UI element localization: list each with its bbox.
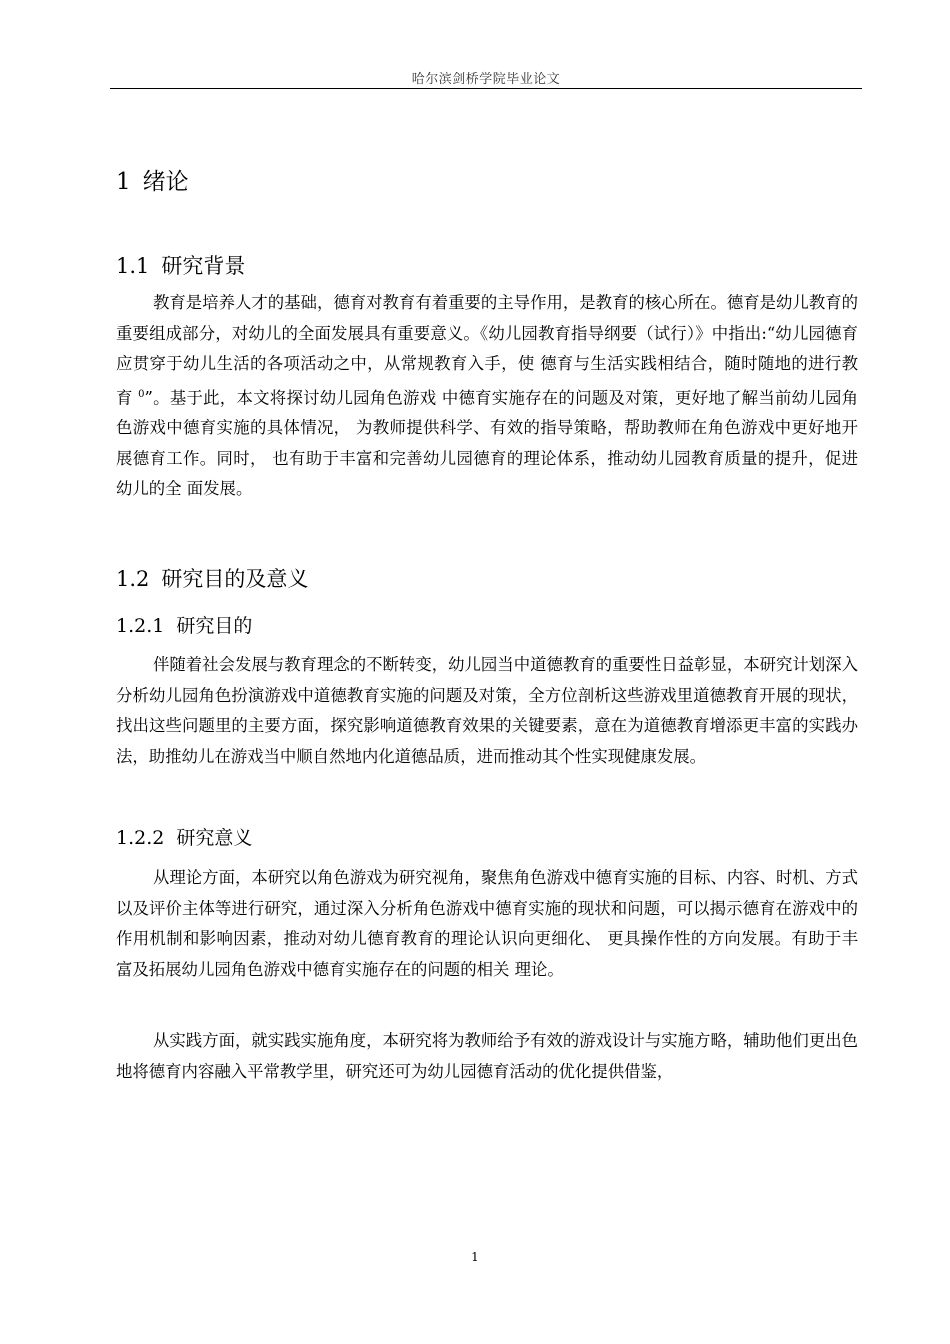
paragraph-practical-significance: 从实践方面，就实践实施角度，本研究将为教师给予有效的游戏设计与实施方略，辅助他们更出色地将德育内容融入平常教学里，研究还可为幼儿园德育活动的优化提供借鉴，: [116, 1031, 858, 1081]
chapter-number: 1: [116, 169, 131, 195]
paragraph-theoretical-significance: 从理论方面，本研究以角色游戏为研究视角，聚焦角色游戏中德育实施的目标、内容、时机、方式以及评价主体等进行研究，通过深入分析角色游戏中德育实施的现状和问题，可以揭示德育在游戏中的作用机制和影响因素，推动对幼儿德育教育的理论认识向更细化、 更具操作性的方向发展。有助于丰富及拓展幼儿园角色游戏中德育实施存在的问题的相关 理论。: [116, 868, 858, 979]
section-heading-1-2: [116, 563, 308, 593]
citation-superscript: 0: [138, 388, 145, 400]
section-title: 研究背景: [161, 254, 246, 278]
section-title: 研究目的及意义: [161, 567, 309, 591]
chapter-heading: [116, 163, 189, 196]
subsection-heading-1-2-2: [116, 823, 252, 850]
running-header: 哈尔滨剑桥学院毕业论文: [411, 72, 561, 87]
paragraph-research-purpose: 伴随着社会发展与教育理念的不断转变，幼儿园当中道德教育的重要性日益彰显，本研究计划深入分析幼儿园角色扮演游戏中道德教育实施的问题及对策，全方位剖析这些游戏里道德教育开展的现状，找出这些问题里的主要方面，探究影响道德教育效果的关键要素，意在为道德教育增添更丰富的实践办法，助推幼儿在游戏当中顺自然地内化道德品质，进而推动其个性实现健康发展。: [116, 655, 858, 766]
subsection-title: 研究目的: [176, 615, 253, 637]
page-number: 1: [471, 1250, 479, 1264]
section-number: 1.1: [116, 254, 150, 278]
paragraph-text: ”。基于此，本文将探讨幼儿园角色游戏 中德育实施存在的问题及对策，更好地了解当前幼儿园角色游戏中德育实施的具体情况， 为教师提供科学、有效的指导策略，帮助教师在角色游戏中更好地开展德育工作。同时， 也有助于丰富和完善幼儿园德育的理论体系，推动幼儿园教育质量的提升，促进幼儿的全 面发展。: [116, 387, 859, 499]
section-number: 1.2: [116, 567, 150, 591]
subsection-title: 研究意义: [176, 827, 253, 849]
chapter-title: 绪论: [142, 169, 189, 195]
paragraph-text: 教育是培养人才的基础，德育对教育有着重要的主导作用，是教育的核心所在。德育是幼儿教育的重要组成部分，对幼儿的全面发展具有重要意义。《幼儿园教育指导纲要（试行）》中指出:“幼儿园德育应贯穿于幼儿生活的各项活动之中，从常规教育入手，使 德育与生活实践相结合，随时随地的进行教育: [116, 293, 858, 407]
subsection-heading-1-2-1: [116, 611, 252, 638]
header-rule: [110, 88, 862, 89]
paragraph-research-background: [116, 288, 858, 505]
subsection-number: 1.2.1: [116, 615, 165, 637]
section-heading-1-1: [116, 250, 245, 280]
subsection-number: 1.2.2: [116, 827, 165, 849]
